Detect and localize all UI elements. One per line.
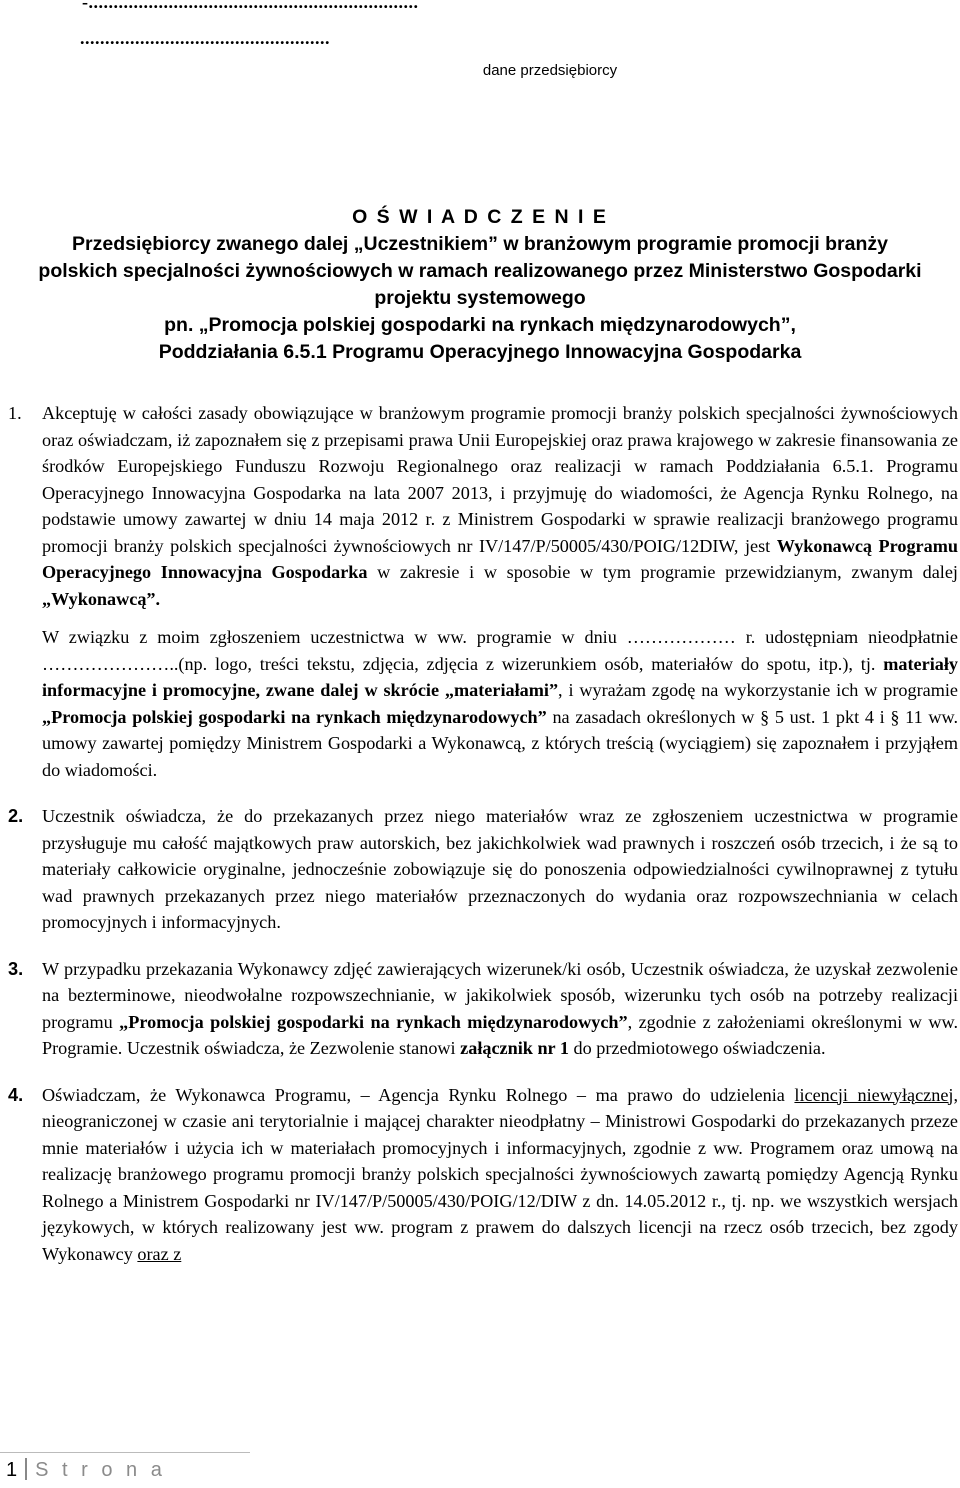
spacer (8, 783, 958, 803)
item-3-paragraph (42, 956, 958, 1062)
page-footer (6, 1458, 166, 1482)
heading-line-4: pn. „Promocja polskiej gospodarki na rynkach międzynarodowych”, (164, 314, 796, 336)
document-title: O Ś W I A D C Z E N I E (352, 206, 608, 228)
heading-line-1: Przedsiębiorcy zwanego dalej „Uczestnikiem” w branżowym programie promocji branży (72, 233, 888, 255)
item-4-paragraph (42, 1082, 958, 1268)
text: , i wyrażam zgodę na wykorzystanie ich w programie (558, 680, 959, 700)
heading-line-3: projektu systemowego (374, 287, 586, 309)
page-label: S t r o n a (35, 1459, 166, 1481)
heading-line-2: polskich specjalności żywnościowych w ramach realizowanego przez Ministerstwo Gospodarki (38, 260, 922, 282)
text: W związku z moim zgłoszeniem uczestnictwa w ww. programie w dniu ……………… r. udostępniam nieodpłatnie …………………..(np. logo, treści tekstu, zdjęcia, zdjęcia z wizerunkiem osób, materiałów do spotu, itp.), tj. (42, 627, 958, 674)
bold-text: załącznik nr 1 (460, 1038, 569, 1058)
text: , nieograniczonej w czasie ani terytorialnie i mającej charakter nieodpłatny – Ministrowi Gospodarki do przekazanych przeze mnie materiałów i użycia ich w materiałach promocyjnych i informacyjnych, zgodnie z ww. Programem oraz umową na realizację branżowego programu promocji branży polskich specjalności żywnościowych zawartą pomiędzy Agencją Rynku Rolnego a Ministrem Gospodarki nr IV/147/P/50005/430/POIG/12/DIW z dn. 14.05.2012 r., tj. np. we wszystkich wersjach językowych, w których realizowany jest ww. program z prawem do dalszych licencji na rzecz osób trzecich, bez zgody Wykonawcy (42, 1084, 958, 1264)
underlined-text: oraz z (137, 1243, 182, 1264)
item-2-paragraph: Uczestnik oświadcza, że do przekazanych przez niego materiałów wraz ze zgłoszeniem uczestnictwa w programie przysługuje mu całość majątkowych praw autorskich, bez jakichkolwiek wad prawnych i roszczeń osób trzecich, i że są to materiały całkowicie oryginalne, jednocześnie zobowiązuje się do ponoszenia odpowiedzialności cywilnoprawnej z tytułu wad prawnych przekazanych przez niego materiałów przeznaczonych do wydania oraz rozpowszechniania w celach promocyjnych i informacyjnych. (42, 806, 958, 932)
spacer (8, 936, 958, 956)
text: w zakresie i w sposobie w tym programie przewidzianym, zwanym dalej (367, 562, 958, 582)
text: do przedmiotowego oświadczenia. (568, 1038, 826, 1058)
bold-text: „Promocja polskiej gospodarki na rynkach międzynarodowych” (119, 1011, 628, 1032)
document-heading (0, 204, 960, 366)
item-1-paragraph-2 (42, 624, 958, 783)
text: Akceptuję w całości zasady obowiązujące w branżowym programie promocji branży polskich specjalności żywnościowych oraz oświadczam, iż zapoznałem się z przepisami prawa Unii Europejskiej oraz prawa krajowego w zakresie finansowania ze środków Europejskiego Funduszu Rozwoju Regionalnego oraz realizacji w ramach Poddziałania 6.5.1. Programu Operacyjnego Innowacyjna Gospodarka na lata 2007 2013, i przyjmuję do wiadomości, że Agencja Rynku Rolnego, na podstawie umowy zawartej w dniu 14 maja 2012 r. z Ministrem Gospodarki w sprawie realizacji branżowego programu promocji branży polskich specjalności żywnościowych nr IV/147/P/50005/430/POIG/12DIW, jest (42, 403, 958, 556)
bold-text: materiały informacyjne i promocyjne, zwane dalej w skrócie „materiałami” (42, 653, 958, 700)
text: , zgodnie z założeniami określonymi w ww. Programie. Uczestnik oświadcza, że Zezwolenie stanowi (42, 1011, 958, 1058)
spacer (8, 1062, 958, 1082)
footer-separator (25, 1458, 27, 1480)
bold-text: „Wykonawcą”. (42, 588, 161, 609)
item-number: 3. (8, 958, 24, 979)
footer-divider (0, 1452, 250, 1453)
sender-label: dane przedsiębiorcy (482, 62, 618, 79)
bold-text: „Promocja polskiej gospodarki na rynkach międzynarodowych” (42, 706, 547, 727)
spacer (42, 612, 958, 624)
item-number: 4. (8, 1084, 24, 1105)
text: na zasadach określonych w § 5 ust. 1 pkt 4 i § 11 ww. umowy zawartej pomiędzy Ministrem Gospodarki a Wykonawcą, z których treścią (wyciągiem) się zapoznałem i przyjąłem do wiadomości. (42, 706, 958, 780)
item-number: 1. (8, 403, 22, 423)
underlined-text: licencji niewyłącznej (794, 1084, 954, 1105)
list-item-4 (8, 1082, 958, 1268)
bold-text: Wykonawcą Programu Operacyjnego Innowacyjna Gospodarka (42, 535, 958, 582)
item-number: 2. (8, 806, 24, 826)
sender-dotted-line-2: .................................................. (80, 28, 330, 48)
document-body (8, 400, 958, 1267)
list-item-3 (8, 956, 958, 1062)
heading-line-5: Poddziałania 6.5.1 Programu Operacyjnego Innowacyjna Gospodarka (158, 341, 802, 363)
item-1-paragraph-1 (42, 400, 958, 612)
page-number: 1 (6, 1459, 18, 1481)
list-item-2 (8, 803, 958, 936)
list-item-1 (8, 400, 958, 783)
sender-dotted-line: -.................................................................. (82, 0, 419, 12)
text: Oświadczam, że Wykonawca Programu, – Agencja Rynku Rolnego – ma prawo do udzielenia (42, 1084, 795, 1105)
text: W przypadku przekazania Wykonawcy zdjęć zawierających wizerunek/ki osób, Uczestnik oświadcza, że uzyskał zezwolenie na bezterminowe, nieodwołalne rozpowszechnianie, w jakikolwiek sposób, wizerunku tych osób na potrzeby realizacji programu (42, 958, 958, 1032)
